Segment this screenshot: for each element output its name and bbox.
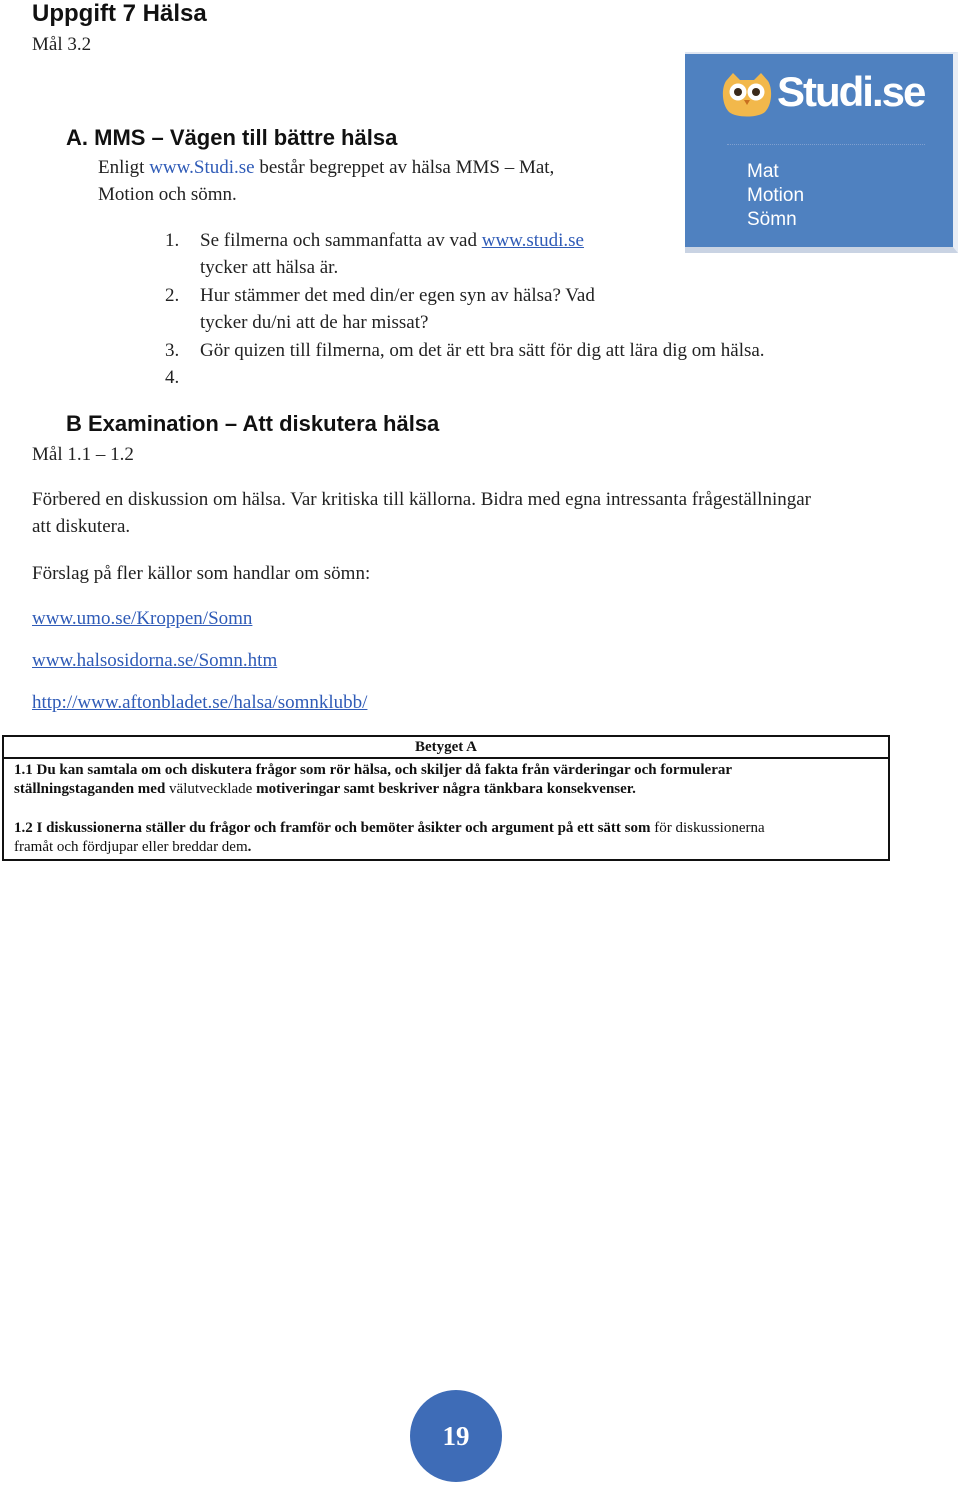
studi-logo-text: Studi.se bbox=[777, 68, 925, 115]
spacer bbox=[14, 799, 878, 819]
list-item-number: 1. bbox=[165, 230, 180, 251]
mms-word-somn: Sömn bbox=[747, 209, 797, 230]
section-b-paragraph: Förbered en diskussion om hälsa. Var kritiska till källorna. Bidra med egna intressanta frågeställningar bbox=[32, 489, 811, 510]
source-link-halsosidorna[interactable]: www.halsosidorna.se/Somn.htm bbox=[32, 650, 278, 671]
grade-criteria-table bbox=[2, 735, 890, 861]
list-item-text: Se filmerna och sammanfatta av vad bbox=[200, 230, 482, 251]
section-b-paragraph-line2: att diskutera. bbox=[32, 516, 131, 537]
list-item-number: 4. bbox=[165, 367, 180, 388]
intro-prefix: Enligt bbox=[98, 157, 150, 178]
criterion-1-2-line2 bbox=[14, 838, 878, 857]
studi-link-2[interactable]: www.studi.se bbox=[481, 230, 584, 251]
studi-link[interactable]: www.Studi.se bbox=[149, 157, 255, 178]
list-item-line2: tycker du/ni att de har missat? bbox=[200, 312, 429, 333]
page-title: Uppgift 7 Hälsa bbox=[32, 0, 207, 27]
list-item-text: Hur stämmer det med din/er egen syn av hälsa? Vad bbox=[200, 285, 595, 306]
list-item-line2: tycker att hälsa är. bbox=[200, 257, 339, 278]
source-link-aftonbladet[interactable]: http://www.aftonbladet.se/halsa/somnklubb/ bbox=[32, 692, 368, 713]
mms-word-mat: Mat bbox=[747, 161, 779, 182]
logo-divider bbox=[727, 144, 925, 145]
sources-intro: Förslag på fler källor som handlar om sömn: bbox=[32, 563, 371, 584]
page-goal: Mål 3.2 bbox=[32, 34, 92, 55]
page-number-badge: 19 bbox=[410, 1390, 502, 1482]
intro-suffix: består begreppet av hälsa MMS – Mat, bbox=[254, 157, 555, 178]
criterion-1-1 bbox=[14, 761, 878, 780]
section-a-heading: A. MMS – Vägen till bättre hälsa bbox=[66, 125, 398, 150]
criterion-1-2-part-c: framåt och fördjupar eller breddar dem bbox=[14, 839, 248, 855]
criterion-1-2-part-a: 1.2 I diskussionerna ställer du frågor och framför och bemöter åsikter och argument på ett sätt som bbox=[14, 820, 651, 836]
criterion-1-1-text: 1.1 Du kan samtala om och diskutera frågor som rör hälsa, och skiljer då fakta från värderingar och formulerar bbox=[14, 762, 733, 778]
list-item-text: Gör quizen till filmerna, om det är ett bra sätt för dig att lära dig om hälsa. bbox=[200, 340, 765, 361]
list-item bbox=[200, 230, 584, 252]
owl-icon bbox=[720, 71, 774, 119]
section-a-intro bbox=[98, 157, 554, 179]
source-link-umo[interactable]: www.umo.se/Kroppen/Somn bbox=[32, 608, 253, 629]
criterion-1-1-part-d: motiveringar samt beskriver några tänkbara konsekvenser. bbox=[256, 781, 636, 797]
section-b-goal: Mål 1.1 – 1.2 bbox=[32, 444, 134, 465]
criterion-1-2-part-b: för diskussionerna bbox=[650, 820, 765, 836]
criterion-1-1-line2 bbox=[14, 780, 878, 799]
section-a-intro-line2: Motion och sömn. bbox=[98, 184, 237, 205]
criterion-1-1-part-b: ställningstaganden med bbox=[14, 781, 166, 797]
list-item-number: 3. bbox=[165, 340, 180, 361]
grade-table-heading: Betyget A bbox=[4, 737, 888, 759]
section-b-heading: B Examination – Att diskutera hälsa bbox=[66, 411, 440, 436]
criterion-1-1-part-c: välutvecklade bbox=[165, 781, 257, 797]
grade-table-body bbox=[4, 759, 888, 859]
criterion-1-2-part-d: . bbox=[247, 839, 252, 855]
studi-logo-box bbox=[685, 52, 958, 253]
criterion-1-2 bbox=[14, 819, 878, 838]
mms-word-motion: Motion bbox=[747, 185, 805, 206]
list-item-number: 2. bbox=[165, 285, 180, 306]
